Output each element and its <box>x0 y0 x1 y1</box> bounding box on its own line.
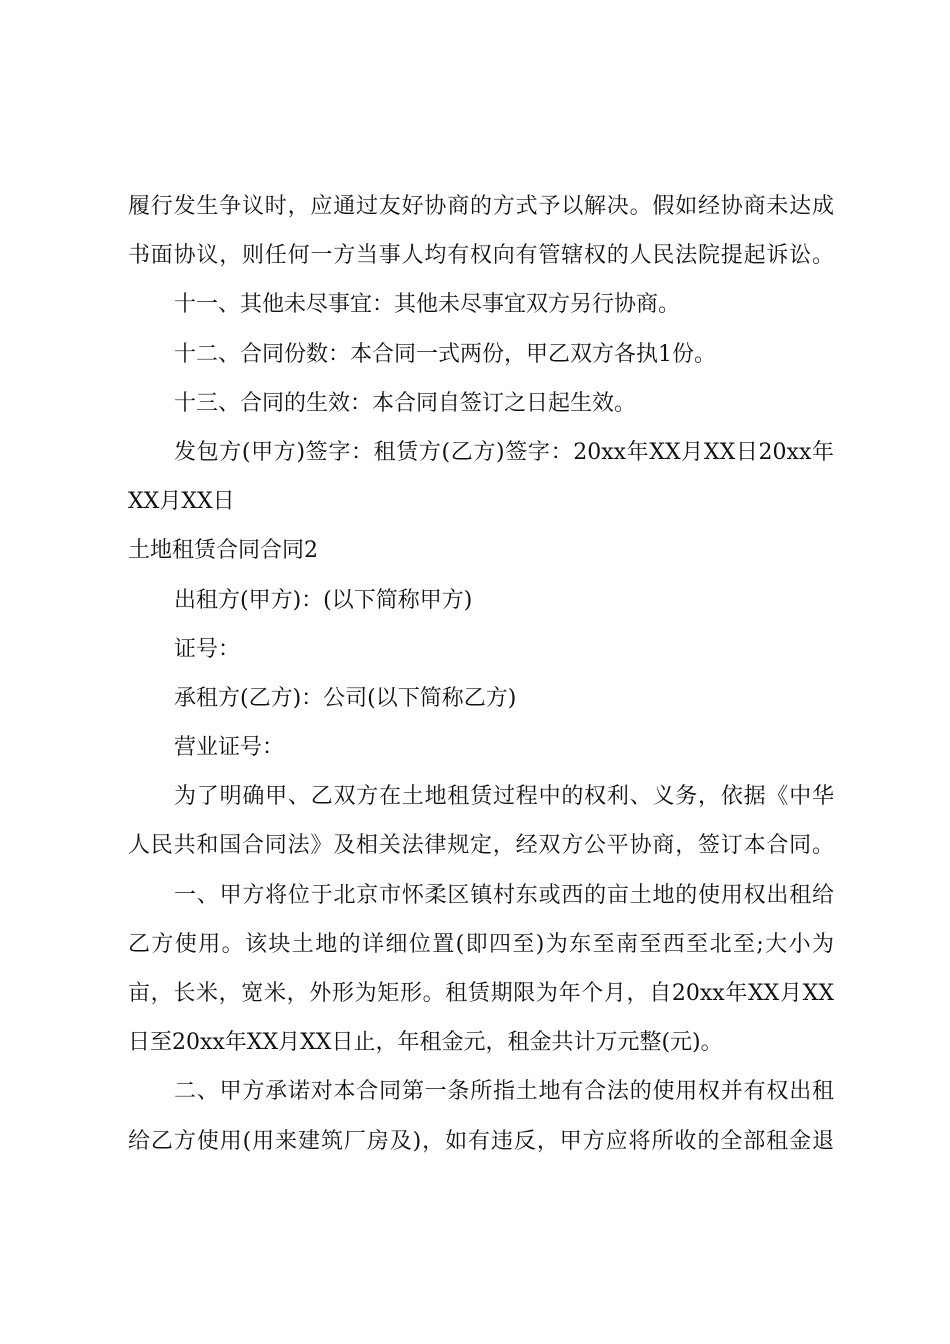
clause-2-line: 二、甲方承诺对本合同第一条所指土地有合法的使用权并有权出租 <box>174 1079 834 1105</box>
certificate-number-line: 证号： <box>174 636 241 662</box>
section-title: 土地租赁合同合同2 <box>128 538 318 564</box>
preamble-line: 为了明确甲、乙双方在土地租赁过程中的权利、义务，依据《中华 <box>174 784 834 810</box>
clause-12: 十二、合同份数：本合同一式两份，甲乙双方各执1份。 <box>174 341 716 367</box>
lessee-line: 承租方(乙方)：公司(以下简称乙方) <box>174 685 517 711</box>
preamble-line: 人民共和国合同法》及相关法律规定，经双方公平协商，签订本合同。 <box>128 833 834 859</box>
signature-date-line: XX月XX日 <box>128 489 235 515</box>
lessor-line: 出租方(甲方)：(以下简称甲方) <box>174 587 473 613</box>
business-license-line: 营业证号： <box>174 735 285 761</box>
paragraph-line: 书面协议，则任何一方当事人均有权向有管辖权的人民法院提起诉讼。 <box>128 243 834 269</box>
signature-line: 发包方(甲方)签字：租赁方(乙方)签字：20xx年XX月XX日20xx年 <box>174 439 834 465</box>
clause-1-line: 亩，长米，宽米，外形为矩形。租赁期限为年个月，自20xx年XX月XX <box>128 981 834 1006</box>
clause-1-line: 一、甲方将位于北京市怀柔区镇村东或西的亩土地的使用权出租给 <box>174 882 834 908</box>
clause-2-line: 给乙方使用(用来建筑厂房及)，如有违反，甲方应将所收的全部租金退 <box>128 1128 834 1154</box>
clause-1-line: 日至20xx年XX月XX日止，年租金元，租金共计万元整(元)。 <box>128 1030 723 1056</box>
clause-11: 十一、其他未尽事宜：其他未尽事宜双方另行协商。 <box>174 292 681 318</box>
clause-13: 十三、合同的生效：本合同自签订之日起生效。 <box>174 390 637 416</box>
document-body <box>128 182 834 1166</box>
paragraph-line: 履行发生争议时，应通过友好协商的方式予以解决。假如经协商未达成 <box>128 194 834 219</box>
clause-1-line: 乙方使用。该块土地的详细位置(即四至)为东至南至西至北至;大小为 <box>128 931 834 957</box>
